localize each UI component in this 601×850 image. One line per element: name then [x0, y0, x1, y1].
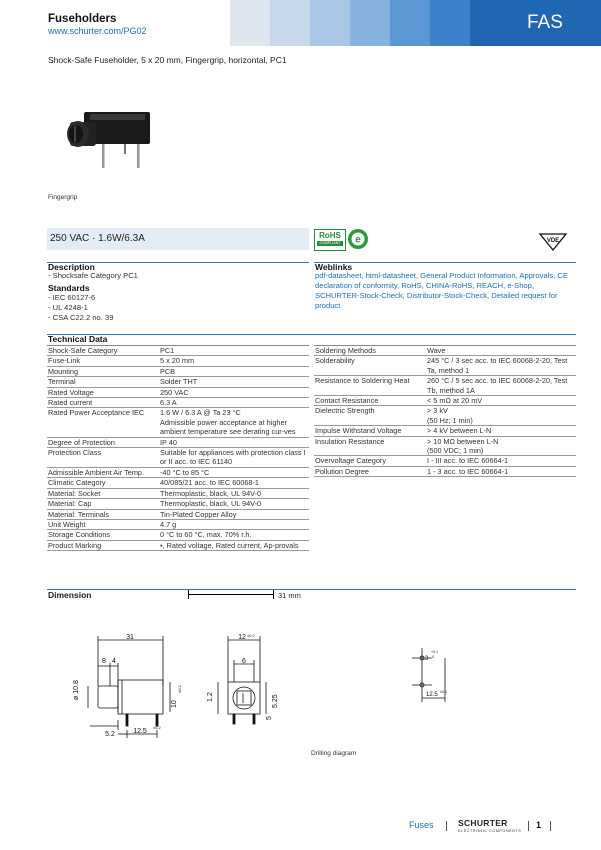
rohs-badge	[314, 229, 346, 251]
spec-value: IP 40	[159, 437, 309, 447]
footer-separator	[446, 821, 447, 831]
dim-8: 8	[102, 658, 106, 665]
spec-label: Mounting	[47, 366, 159, 376]
spec-row	[47, 387, 309, 397]
scale-text: 31 mm	[278, 591, 301, 600]
header-band-seg	[230, 0, 270, 46]
spec-value: Tin-Plated Copper Alloy	[159, 509, 309, 519]
spec-value: 40/085/21 acc. to IEC 60068-1	[159, 478, 309, 488]
scale-tick	[273, 590, 274, 599]
dim-tol: ±0.2	[247, 633, 255, 638]
weblinks-title: Weblinks	[315, 262, 353, 272]
dim-6: 6	[242, 658, 246, 665]
dim-12: 12	[238, 634, 246, 641]
spec-row	[47, 366, 309, 376]
spec-value: > 10 MΩ between L-N (500 VDC; 1 min)	[426, 436, 576, 456]
spec-label: Shock-Safe Category	[47, 346, 159, 356]
spec-label: Rated Voltage	[47, 387, 159, 397]
header-url-link[interactable]: www.schurter.com/PG02	[48, 26, 147, 36]
dim-125: 12.5	[133, 728, 147, 735]
spec-row	[314, 376, 576, 396]
drill-tol-plus: +0.1	[431, 650, 439, 654]
standards-title: Standards	[48, 283, 90, 293]
spec-row	[47, 467, 309, 477]
header-band-seg	[310, 0, 350, 46]
dim-31: 31	[126, 634, 134, 641]
weblinks-list: pdf-datasheet, html-datasheet, General Product Information, Approvals, CE declaration of conformity, RoHS, CHINA-RoHS, REACH, e-Shop, SCHURTER-Stock-Check, Distributor-Stock-Check, Detailed request for product	[315, 271, 568, 310]
weblink[interactable]: SCHURTER-Stock-Check	[315, 290, 403, 300]
brand-sub: ELECTRONIC COMPONENTS	[458, 829, 522, 833]
spec-label: Terminal	[47, 377, 159, 387]
dim-4: 4	[112, 658, 116, 665]
spec-label: Storage Conditions	[47, 530, 159, 540]
spec-row	[47, 437, 309, 447]
spec-row	[314, 396, 576, 406]
spec-row	[47, 408, 309, 437]
page-number: 1	[536, 820, 542, 830]
scale-bar	[188, 594, 274, 595]
spec-value: 0 °C to 60 °C, max. 70% r.h.	[159, 530, 309, 540]
spec-value: PC1	[159, 346, 309, 356]
spec-row	[47, 478, 309, 488]
spec-row	[47, 448, 309, 468]
spec-label: Pollution Degree	[314, 466, 426, 476]
spec-value: 250 VAC	[159, 387, 309, 397]
rohs-badge-sub: COMPLIANT	[317, 241, 343, 246]
spec-label: Climatic Category	[47, 478, 159, 488]
spec-label: Overvoltage Category	[314, 456, 426, 466]
page-title: Fuseholders	[48, 13, 117, 25]
spec-label: Fuse-Link	[47, 356, 159, 366]
technical-table-left	[47, 346, 309, 551]
vde-badge-text: VDE	[546, 238, 560, 244]
spec-label: Solderability	[314, 356, 426, 376]
technical-table-right	[314, 346, 576, 477]
header-band-seg	[270, 0, 310, 46]
spec-row	[47, 530, 309, 540]
spec-row	[47, 499, 309, 509]
spec-row	[314, 406, 576, 426]
footer-section: Fuses	[409, 820, 434, 830]
spec-value: 4.7 g	[159, 519, 309, 529]
spec-value: Wave	[426, 346, 576, 356]
weblink[interactable]: e-Shop	[507, 280, 532, 290]
spec-label: Material: Terminals	[47, 509, 159, 519]
standard-item: - CSA C22.2 no. 39	[48, 313, 114, 322]
spec-row	[314, 426, 576, 436]
spec-label: Unit Weight	[47, 519, 159, 529]
weblink[interactable]: Approvals	[519, 271, 554, 280]
dim-525: 5.25	[272, 694, 279, 708]
spec-label: Rated current	[47, 398, 159, 408]
description-item: - Shocksafe Category PC1	[48, 271, 138, 280]
footer-separator	[550, 821, 551, 831]
spec-value: < 5 mΩ at 20 mV	[426, 396, 576, 406]
divider	[47, 334, 576, 335]
dim-1-2: 1.2	[207, 692, 214, 702]
vde-icon	[538, 232, 568, 252]
weblink[interactable]: General Product Information	[420, 271, 516, 280]
spec-row	[314, 346, 576, 356]
spec-value: 1 - 3 acc. to IEC 60664-1	[426, 466, 576, 476]
divider	[47, 589, 576, 590]
spec-row	[314, 436, 576, 456]
weblink[interactable]: CE declaration of conformity	[315, 271, 568, 290]
drilling-diagram	[400, 640, 465, 710]
brand-logo: SCHURTER	[458, 818, 508, 828]
footer-separator	[528, 821, 529, 831]
standard-item: - IEC 60127-6	[48, 293, 96, 302]
header-band-seg	[390, 0, 430, 46]
rohs-badge-text: RoHS	[319, 231, 341, 240]
header-band-seg	[350, 0, 390, 46]
spec-value: ▪, Rated voltage, Rated current, Ap-provals	[159, 540, 309, 550]
spec-value: > 3 kV (50 Hz; 1 min)	[426, 406, 576, 426]
spec-label: Contact Resistance	[314, 396, 426, 406]
spec-row	[47, 540, 309, 550]
spec-label: Soldering Methods	[314, 346, 426, 356]
weblink[interactable]: CHINA-RoHS	[425, 280, 473, 290]
drill-tol: ±0.1	[440, 690, 447, 694]
china-rohs-icon	[346, 228, 370, 250]
spec-value: PCB	[159, 366, 309, 376]
spec-row	[47, 488, 309, 498]
dim-52: 5.2	[105, 731, 115, 738]
divider	[314, 262, 576, 263]
spec-value: 1.6 W / 6.3 A @ Ta 23 °C Admissible power acceptance at higher ambient temperature see derating cur-ves	[159, 408, 309, 437]
dimension-side-view	[60, 630, 185, 740]
drilling-caption: Drilling diagram	[311, 750, 357, 757]
dim-tol: ±0.2	[153, 725, 161, 730]
weblink[interactable]: html-datasheet	[365, 271, 416, 280]
spec-value: Solder THT	[159, 377, 309, 387]
weblink[interactable]: REACH	[476, 280, 504, 290]
spec-label: Impulse Withstand Voltage	[314, 426, 426, 436]
spec-value: Suitable for appliances with protection class I or II acc. to IEC 61140	[159, 448, 309, 468]
spec-value: 260 °C / 5 sec acc. to IEC 60068-2-20, Test Tb, method 1A	[426, 376, 576, 396]
spec-row	[47, 519, 309, 529]
spec-label: Insulation Resistance	[314, 436, 426, 456]
spec-label: Resistance to Soldering Heat	[314, 376, 426, 396]
weblink[interactable]: RoHS	[401, 280, 422, 290]
dim-10: 10	[171, 700, 178, 708]
spec-row	[47, 356, 309, 366]
weblink[interactable]: pdf-datasheet	[315, 271, 362, 280]
dim-tol: ±0.2	[177, 685, 182, 693]
drill-tol-zero: 0	[432, 655, 434, 659]
image-caption: Fingergrip	[48, 194, 78, 201]
weblink[interactable]: Detailed request for product	[315, 290, 558, 310]
spec-label: Degree of Protection	[47, 437, 159, 447]
weblink[interactable]: Distributor-Stock-Check	[406, 290, 488, 300]
spec-value: 5 x 20 mm	[159, 356, 309, 366]
spec-row	[314, 456, 576, 466]
spec-label: Material: Socket	[47, 488, 159, 498]
drill-125: 12.5	[426, 692, 438, 698]
spec-label: Dielectric Strength	[314, 406, 426, 426]
scale-tick	[188, 590, 189, 599]
product-subtitle: Shock-Safe Fuseholder, 5 x 20 mm, Fingergrip, horizontal, PC1	[48, 55, 287, 65]
spec-row	[47, 398, 309, 408]
spec-value: I - III acc. to IEC 60664-1	[426, 456, 576, 466]
dim-108: ø 10.8	[73, 680, 80, 700]
dim-5: 5	[266, 716, 273, 720]
spec-label: Material: Cap	[47, 499, 159, 509]
dimension-title: Dimension	[48, 590, 92, 600]
product-code: FAS	[527, 12, 563, 33]
spec-label: Protection Class	[47, 448, 159, 468]
spec-label: Rated Power Acceptance IEC	[47, 408, 159, 437]
spec-label: Product Marking	[47, 540, 159, 550]
spec-row	[47, 346, 309, 356]
drill-13: 1.3	[420, 656, 429, 662]
spec-row	[47, 377, 309, 387]
header-band-seg	[430, 0, 470, 46]
dimension-front-view	[200, 630, 280, 730]
spec-value: Thermoplastic, black, UL 94V-0	[159, 499, 309, 509]
description-title: Description	[48, 262, 95, 272]
spec-value: 6.3 A	[159, 398, 309, 408]
spec-row	[47, 509, 309, 519]
svg-text:e: e	[355, 234, 361, 246]
spec-row	[314, 466, 576, 476]
spec-value: > 4 kV between L-N	[426, 426, 576, 436]
spec-value: 245 °C / 3 sec acc. to IEC 60068-2-20, Test Ta, method 1	[426, 356, 576, 376]
product-photo	[62, 100, 162, 180]
spec-value: Thermoplastic, black, UL 94V-0	[159, 488, 309, 498]
spec-label: Admissible Ambient Air Temp.	[47, 467, 159, 477]
standard-item: - UL 4248-1	[48, 303, 88, 312]
spec-row	[314, 356, 576, 376]
technical-title: Technical Data	[48, 334, 108, 344]
spec-value: -40 °C to 85 °C	[159, 467, 309, 477]
rating-text: 250 VAC · 1.6W/6.3A	[50, 233, 145, 244]
